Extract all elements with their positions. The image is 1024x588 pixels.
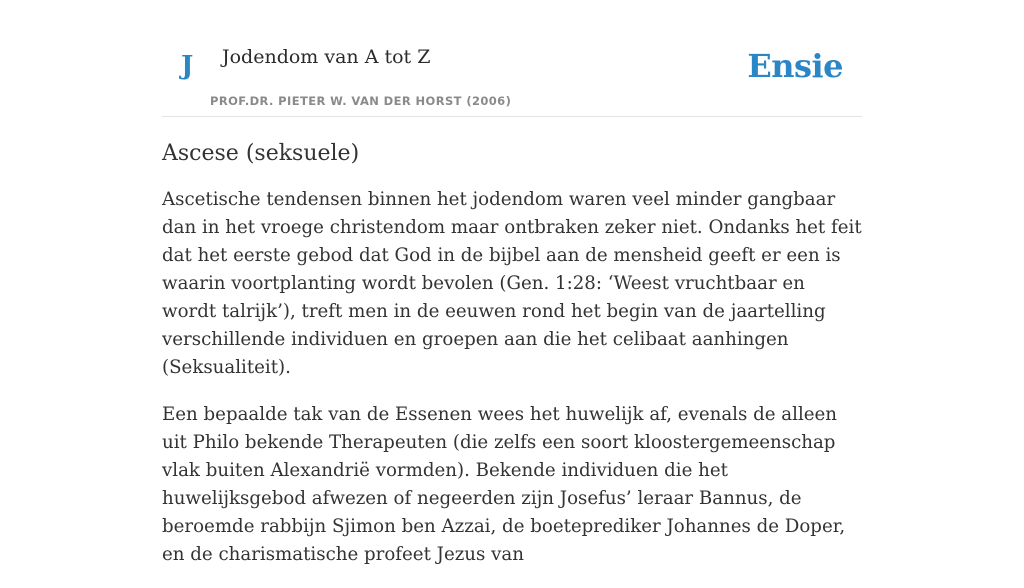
book-title-link[interactable]: Jodendom van A tot Z <box>222 46 431 68</box>
article-title: Ascese (seksuele) <box>162 141 360 166</box>
ensie-logo[interactable]: Ensie <box>747 47 843 85</box>
site-header <box>162 0 862 117</box>
article-body <box>162 138 862 588</box>
author-line: PROF.DR. PIETER W. VAN DER HORST (2006) <box>210 94 512 108</box>
book-logo[interactable]: J <box>181 51 194 81</box>
article-paragraph: Een bepaalde tak van de Essenen wees het huwelijk af, evenals de alleen uit Philo bekende Therapeuten (die zelfs een soort kloostergemeenschap vlak buiten Alexandrië vormden). Bekende individuen die het huwelijksgebod afwezen of negeerden zijn Josefus’ leraar Bannus, de beroemde rabbijn Sjimon ben Azzai, de boeteprediker Johannes de Doper, en de charismatische profeet Jezus van <box>162 404 846 565</box>
article-paragraph: Ascetische tendensen binnen het jodendom waren veel minder gangbaar dan in het vroege christendom maar ontbraken zeker niet. Ondanks het feit dat het eerste gebod dat God in de bijbel aan de mensheid geeft er een is waarin voortplanting wordt bevolen (Gen. 1:28: ‘Weest vruchtbaar en wordt talrijk’), treft men in de eeuwen rond het begin van de jaartelling verschillende individuen en groepen aan die het celibaat aanhingen (Seksualiteit). <box>162 189 862 378</box>
